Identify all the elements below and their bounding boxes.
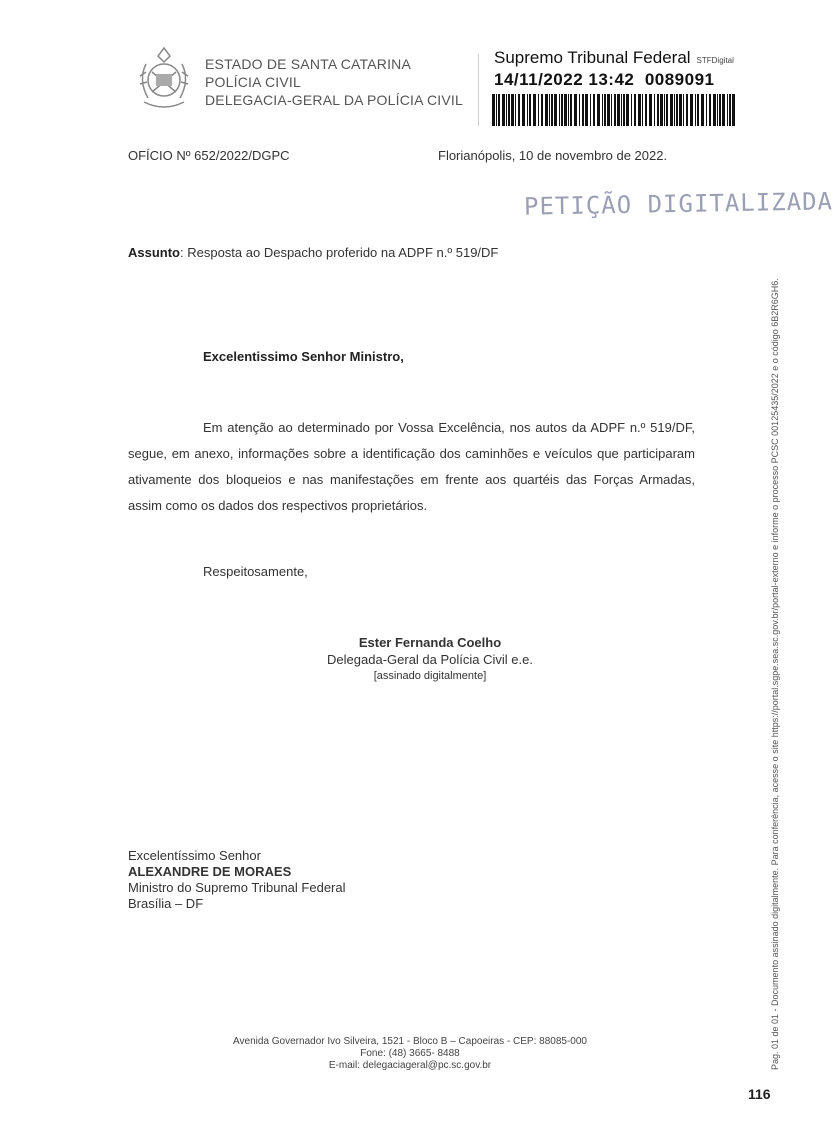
addressee-block [128, 848, 346, 912]
barcode [492, 94, 736, 126]
signer-name: Ester Fernanda Coelho [358, 635, 502, 650]
signature-block [290, 634, 570, 685]
signature-note: [assinado digitalmente] [373, 670, 487, 682]
stf-protocol-stamp [478, 48, 740, 130]
stamp-tag: STFDigital [696, 56, 734, 65]
stamp-datetime: 14/11/2022 13:42 [494, 70, 635, 89]
footer-email: E-mail: delegaciageral@pc.sc.gov.br [328, 1060, 492, 1071]
subject-text: : Resposta ao Despacho proferido na ADPF n.º 519/DF [180, 245, 499, 260]
stamp-court: Supremo Tribunal Federal [494, 48, 691, 67]
footer-address: Avenida Governador Ivo Silveira, 1521 - Bloco B – Capoeiras - CEP: 88085-000 [233, 1036, 587, 1047]
page-number: 116 [748, 1086, 771, 1102]
addressee-role: Ministro do Supremo Tribunal Federal [128, 880, 346, 895]
footer [150, 1036, 670, 1072]
digitized-petition-stamp: PETIÇÃO DIGITALIZADA [523, 187, 833, 221]
addressee-location: Brasília – DF [128, 896, 204, 911]
subject-line [128, 245, 498, 260]
state-coat-of-arms [132, 42, 196, 112]
header-state: ESTADO DE SANTA CATARINA [205, 56, 412, 72]
body-paragraph: Em atenção ao determinado por Vossa Excelência, nos autos da ADPF n.º 519/DF, segue, em anexo, informações sobre a identificação dos caminhões e veículos que participaram ativamente dos bloqueios e nas manifestações em frente aos quartéis das Forças Armadas, assim como os dados dos respectivos proprietários. [128, 420, 695, 513]
institution-header [205, 55, 463, 109]
header-police: POLÍCIA CIVIL [205, 74, 301, 90]
addressee-title: Excelentíssimo Senhor [128, 848, 261, 863]
oficio-number: OFÍCIO Nº 652/2022/DGPC [128, 148, 290, 163]
salutation: Excelentissimo Senhor Ministro, [203, 349, 404, 364]
header-department: DELEGACIA-GERAL DA POLÍCIA CIVIL [205, 92, 463, 108]
place-and-date: Florianópolis, 10 de novembro de 2022. [438, 148, 668, 163]
stamp-divider [478, 54, 479, 126]
stamp-protocol: 0089091 [644, 70, 715, 89]
subject-label: Assunto [128, 245, 180, 260]
closing: Respeitosamente, [203, 564, 308, 579]
verification-side-note: Pag. 01 de 01 - Documento assinado digitalmente. Para conferência, acesse o site https://portal.sgpe.sea.sc.gov.br/portal-externo e informe o processo PCSC 00125435/2022 e o código 6B2R6GH6. [770, 278, 780, 1070]
signer-role: Delegada-Geral da Polícia Civil e.e. [327, 652, 533, 667]
addressee-name: ALEXANDRE DE MORAES [128, 864, 292, 879]
footer-phone: Fone: (48) 3665- 8488 [360, 1048, 460, 1059]
